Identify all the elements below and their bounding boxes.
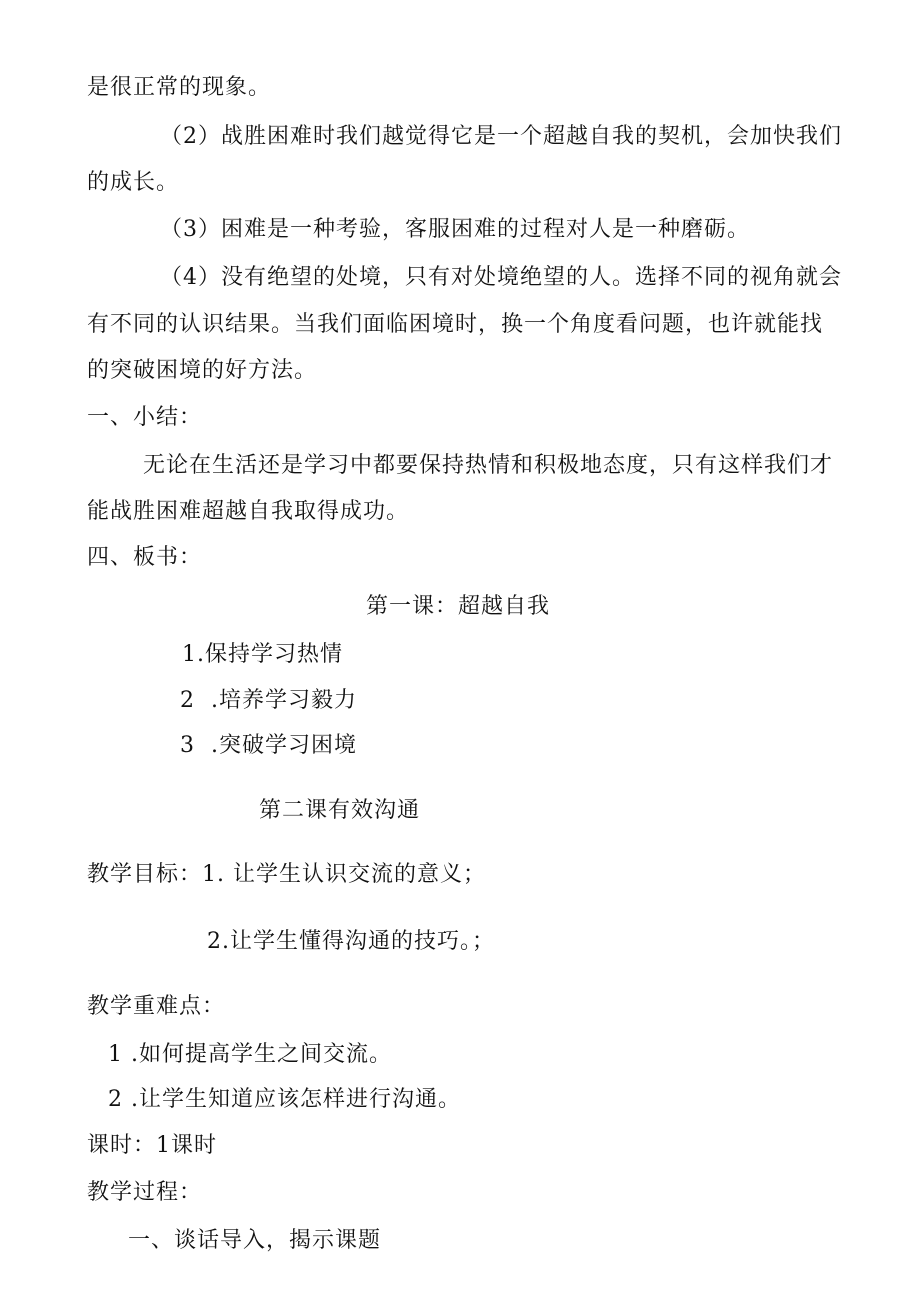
text-line: 是很正常的现象。	[87, 75, 272, 100]
section-heading: 一、小结：	[87, 405, 203, 430]
text-line: （4）没有绝望的处境，只有对处境绝望的人。选择不同的视角就会	[160, 265, 842, 290]
text-line: 能战胜困难超越自我取得成功。	[87, 499, 410, 524]
section-heading: 四、板书：	[87, 545, 203, 570]
section-heading: 教学重难点：	[87, 994, 226, 1019]
text-line: 的成长。	[87, 170, 180, 195]
text-line: 无论在生活还是学习中都要保持热情和积极地态度，只有这样我们才	[143, 453, 834, 478]
text-line: 的突破困境的好方法。	[87, 358, 318, 383]
text-line: 一、谈话导入，揭示课题	[128, 1228, 382, 1253]
list-item: 1 .如何提高学生之间交流。	[108, 1042, 392, 1067]
text-line: 教学目标：1. 让学生认识交流的意义；	[87, 862, 486, 887]
lesson-title: 第二课有效沟通	[259, 798, 421, 823]
section-heading: 教学过程：	[87, 1180, 203, 1205]
text-line: （2）战胜困难时我们越觉得它是一个超越自我的契机，会加快我们	[160, 124, 842, 149]
board-item: 1.保持学习热情	[182, 642, 343, 667]
board-item: 2 .培养学习毅力	[180, 688, 357, 713]
text-line: （3）困难是一种考验，客服困难的过程对人是一种磨砺。	[160, 217, 750, 242]
text-line: 课时：1课时	[87, 1133, 217, 1158]
board-title: 第一课：超越自我	[366, 594, 551, 619]
text-line: 有不同的认识结果。当我们面临困境时，换一个角度看问题，也许就能找	[87, 312, 824, 337]
list-item: 2 .让学生知道应该怎样进行沟通。	[108, 1087, 461, 1112]
text-line: 2.让学生懂得沟通的技巧。；	[207, 929, 495, 954]
board-item: 3 .突破学习困境	[180, 733, 357, 758]
